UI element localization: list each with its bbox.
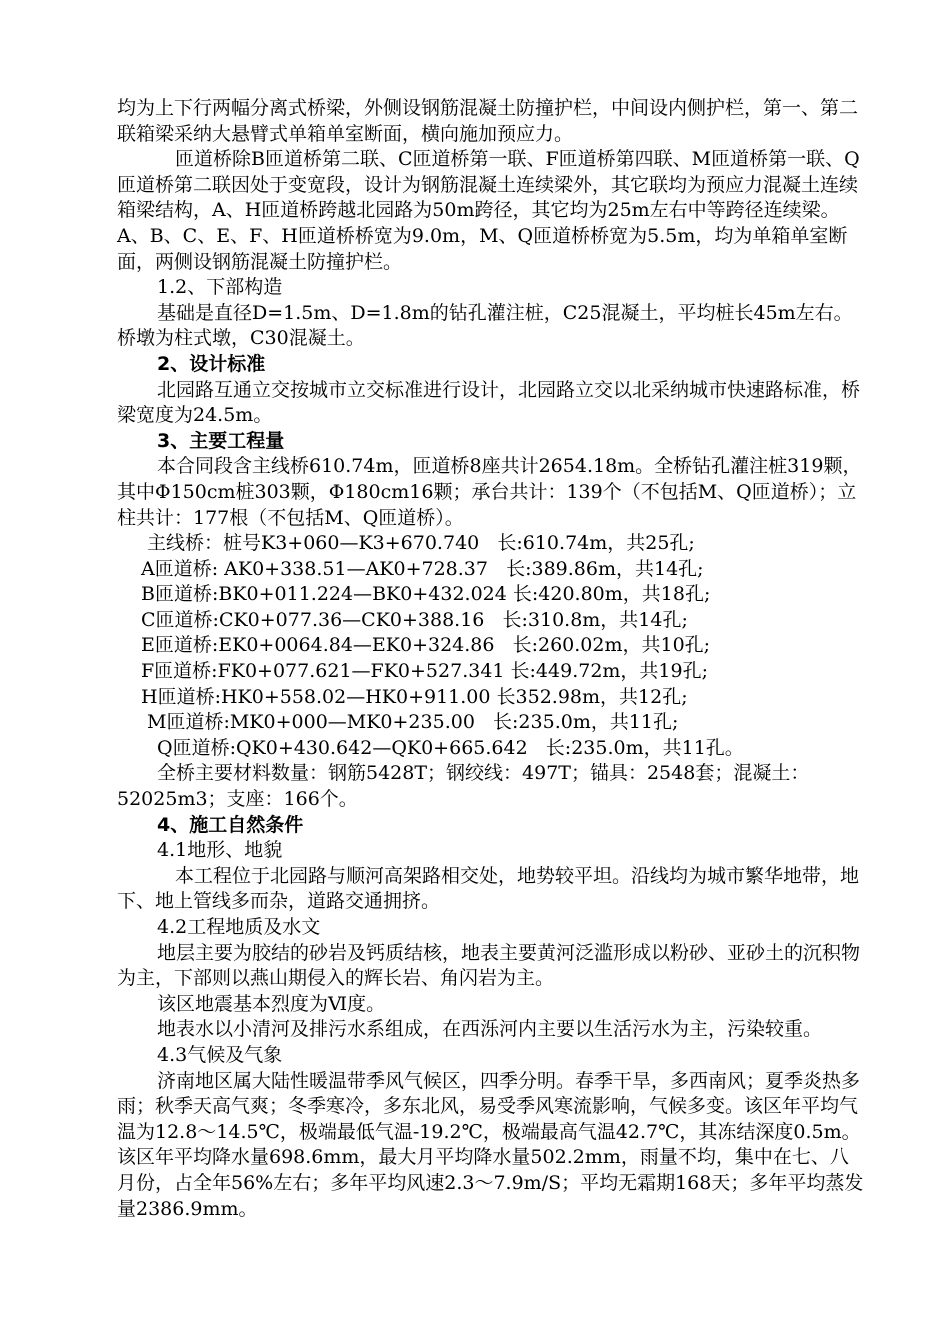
bridge-line-c: C匝道桥:CK0+077.36—CK0+388.16 长:310.8m，共14孔; bbox=[141, 608, 688, 631]
bridge-line-a: A匝道桥: AK0+338.51—AK0+728.37 长:389.86m，共14孔; bbox=[141, 557, 704, 580]
paragraph-ramp-bridges: 匝道桥除B匝道桥第二联、C匝道桥第一联、F匝道桥第四联、M匝道桥第一联、Q匝道桥第二联因处于变宽段，设计为钢筋混凝土连续梁外，其它联均为预应力混凝土连续箱梁结构，A、H匝道桥跨越北园路为50m跨径，其它均为25m左右中等跨径连续梁。A、B、C、E、F、H匝道桥桥宽为9.0m，M、Q匝道桥桥宽为5.5m，均为单箱单室断面，两侧设钢筋混凝土防撞护栏。 bbox=[117, 148, 860, 273]
bridge-line-m: M匝道桥:MK0+000—MK0+235.00 长:235.0m，共11孔; bbox=[147, 711, 679, 734]
document-page bbox=[117, 96, 867, 1222]
heading-natural-conditions: 4、施工自然条件 bbox=[157, 813, 304, 836]
paragraph-climate: 济南地区属大陆性暖温带季风气候区，四季分明。春季干旱，多西南风；夏季炎热多雨；秋季天高气爽；冬季寒冷，多东北风，易受季风寒流影响，气候多变。该区年平均气温为12.8～14.5℃，极端最低气温-19.2℃，极端最高气温42.7℃，其冻结深度0.5m。该区年平均降水量698.6mm，最大月平均降水量502.2mm，雨量不均，集中在七、八月份，占全年56%左右；多年平均风速2.3～7.9m/S；平均无霜期168天；多年平均蒸发量2386.9mm。 bbox=[117, 1069, 864, 1220]
paragraph-quantities: 本合同段含主线桥610.74m，匝道桥8座共计2654.18m。全桥钻孔灌注桩319颗，其中Φ150cm桩303颗，Φ180cm16颗；承台共计：139个（不包括M、Q匝道桥）；立柱共计：177根（不包括M、Q匝道桥）。 bbox=[117, 455, 862, 529]
bridge-line-e: E匝道桥:EK0+0064.84—EK0+324.86 长:260.02m，共10孔; bbox=[141, 634, 711, 657]
paragraph-surface-water: 地表水以小清河及排污水系组成，在西泺河内主要以生活污水为主，污染较重。 bbox=[157, 1018, 823, 1041]
paragraph-terrain: 本工程位于北园路与顺河高架路相交处，地势较平坦。沿线均为城市繁华地带，地下、地上管线多而杂，道路交通拥挤。 bbox=[117, 864, 860, 913]
bridge-line-main: 主线桥：桩号K3+060—K3+670.740 长:610.74m，共25孔; bbox=[147, 532, 695, 555]
heading-main-quantities: 3、主要工程量 bbox=[157, 429, 285, 452]
bridge-line-b: B匝道桥:BK0+011.224—BK0+432.024 长:420.80m，共18孔; bbox=[141, 583, 711, 606]
paragraph-materials: 全桥主要材料数量：钢筋5428T；钢绞线：497T；锚具：2548套；混凝土：52025m3；支座：166个。 bbox=[117, 762, 810, 811]
heading-design-standard: 2、设计标准 bbox=[157, 352, 266, 375]
paragraph-design-standard: 北园路互通立交按城市立交标准进行设计，北园路立交以北采纳城市快速路标准，桥梁宽度为24.5m。 bbox=[117, 378, 861, 427]
subheading-substructure: 1.2、下部构造 bbox=[157, 276, 283, 299]
paragraph-foundation: 基础是直径D=1.5m、D=1.8m的钻孔灌注桩，C25混凝土，平均桩长45m左右。桥墩为柱式墩，C30混凝土。 bbox=[117, 301, 853, 350]
bridge-line-q: Q匝道桥:QK0+430.642—QK0+665.642 长:235.0m，共11孔。 bbox=[157, 736, 744, 759]
subheading-climate: 4.3气候及气象 bbox=[157, 1043, 283, 1066]
subheading-geology: 4.2工程地质及水文 bbox=[157, 916, 321, 938]
paragraph-seismic: 该区地震基本烈度为Ⅵ度。 bbox=[157, 992, 386, 1015]
bridge-line-h: H匝道桥:HK0+558.02—HK0+911.00 长352.98m，共12孔; bbox=[141, 685, 688, 708]
subheading-terrain: 4.1地形、地貌 bbox=[157, 839, 283, 862]
paragraph-geology: 地层主要为胶结的砂岩及钙质结核，地表主要黄河泛滥形成以粉砂、亚砂土的沉积物为主，下部则以燕山期侵入的辉长岩、角闪岩为主。 bbox=[117, 941, 861, 990]
bridge-line-f: F匝道桥:FK0+077.621—FK0+527.341 长:449.72m，共19孔; bbox=[141, 660, 709, 683]
paragraph-bridge-layout: 均为上下行两幅分离式桥梁，外侧设钢筋混凝土防撞护栏，中间设内侧护栏，第一、第二联箱梁采纳大悬臂式单箱单室断面，横向施加预应力。 bbox=[117, 97, 859, 145]
